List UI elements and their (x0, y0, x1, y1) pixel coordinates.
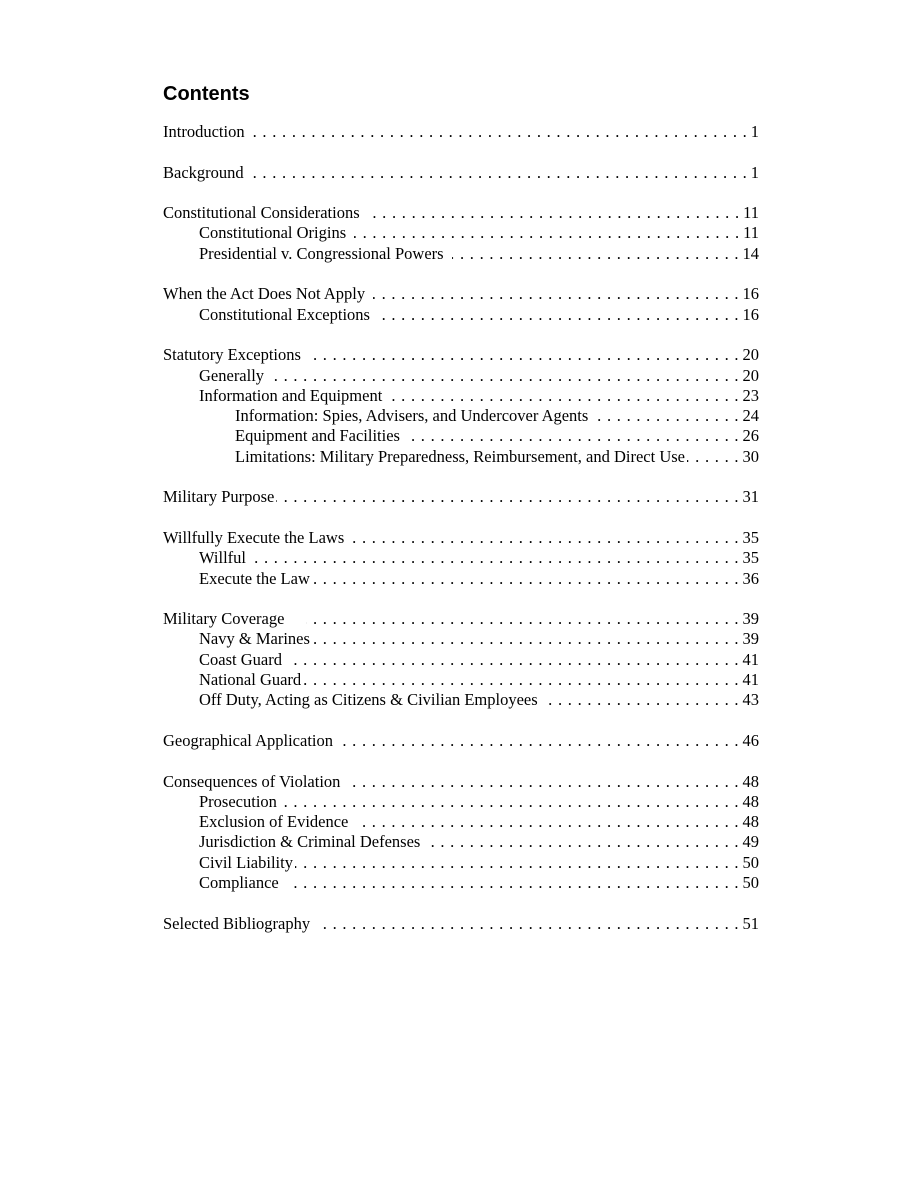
toc-entry-page-number: 1 (750, 162, 759, 182)
toc-entry-label: Background (163, 162, 244, 182)
toc-entry[interactable] (163, 853, 759, 873)
toc-entry[interactable] (163, 305, 759, 325)
toc-dot-leader (354, 223, 739, 243)
toc-group (163, 284, 759, 325)
toc-group (163, 609, 759, 710)
toc-group (163, 487, 759, 507)
toc-entry-label: Willfully Execute the Laws (163, 527, 345, 547)
toc-dot-leader (276, 487, 738, 507)
toc-entry-label: Statutory Exceptions (163, 345, 301, 365)
toc-entry-page-number: 35 (742, 548, 759, 568)
toc-dot-leader (312, 629, 739, 649)
toc-entry-page-number: 50 (742, 872, 759, 892)
toc-entry[interactable] (163, 203, 759, 223)
toc-entry-page-number: 24 (742, 406, 759, 426)
toc-entry-label: Constitutional Origins (199, 223, 347, 243)
toc-entry[interactable] (163, 609, 759, 629)
toc-entry-label: Off Duty, Acting as Citizens & Civilian Employees (199, 690, 538, 710)
toc-dot-leader (309, 345, 739, 365)
contents-page (163, 80, 759, 934)
toc-group (163, 528, 759, 589)
toc-entry-page-number: 20 (742, 345, 759, 365)
toc-entry[interactable] (163, 284, 759, 304)
toc-dot-leader (378, 305, 739, 325)
toc-group (163, 731, 759, 751)
toc-dot-leader (546, 690, 739, 710)
toc-entry[interactable] (163, 731, 759, 751)
toc-entry[interactable] (163, 345, 759, 365)
toc-entry[interactable] (163, 629, 759, 649)
toc-entry[interactable] (163, 914, 759, 934)
toc-entry-page-number: 36 (742, 568, 759, 588)
toc-entry-page-number: 23 (742, 385, 759, 405)
toc-entry-page-number: 48 (742, 771, 759, 791)
toc-entry-page-number: 11 (743, 223, 759, 243)
toc-entry[interactable] (163, 244, 759, 264)
toc-entry-label: Navy & Marines (199, 629, 310, 649)
toc-dot-leader (312, 569, 739, 589)
toc-entry-label: Equipment and Facilities (235, 426, 400, 446)
toc-entry[interactable] (163, 690, 759, 710)
toc-dot-leader (452, 244, 739, 264)
toc-entry[interactable] (163, 386, 759, 406)
toc-entry-page-number: 26 (742, 426, 759, 446)
toc-entry-page-number: 14 (742, 243, 759, 263)
toc-entry-page-number: 48 (742, 791, 759, 811)
toc-entry-label: Civil Liability (199, 852, 293, 872)
toc-entry[interactable] (163, 670, 759, 690)
toc-group (163, 122, 759, 142)
toc-entry-label: Willful (199, 548, 246, 568)
toc-entry[interactable] (163, 223, 759, 243)
toc-dot-leader (287, 873, 739, 893)
toc-dot-leader (373, 284, 738, 304)
toc-dot-leader (290, 650, 739, 670)
toc-entry[interactable] (163, 792, 759, 812)
toc-dot-leader (368, 203, 739, 223)
toc-entry-page-number: 16 (742, 284, 759, 304)
toc-entry[interactable] (163, 569, 759, 589)
toc-dot-leader (254, 548, 739, 568)
toc-entry[interactable] (163, 406, 759, 426)
toc-dot-leader (279, 792, 739, 812)
toc-dot-leader (352, 528, 738, 548)
toc-entry-page-number: 20 (742, 365, 759, 385)
toc-entry-page-number: 51 (742, 913, 759, 933)
toc-entry-page-number: 49 (742, 832, 759, 852)
toc-dot-leader (272, 366, 738, 386)
toc-dot-leader (341, 731, 739, 751)
toc-entry-label: Compliance (199, 872, 279, 892)
toc-entry-label: Consequences of Violation (163, 771, 341, 791)
toc-dot-leader (303, 670, 738, 690)
toc-group (163, 914, 759, 934)
toc-entry-label: Selected Bibliography (163, 913, 311, 933)
toc-entry-label: Introduction (163, 122, 245, 141)
toc-entry-label: Presidential v. Congressional Powers (199, 243, 444, 263)
toc-entry[interactable] (163, 812, 759, 832)
toc-dot-leader (318, 914, 738, 934)
toc-entry[interactable] (163, 366, 759, 386)
toc-entry[interactable] (163, 548, 759, 568)
toc-dot-leader (306, 609, 738, 629)
toc-entry-label: Coast Guard (199, 649, 282, 669)
toc-entry-page-number: 41 (742, 649, 759, 669)
toc-entry-label: When the Act Does Not Apply (163, 284, 366, 304)
toc-entry-label: Constitutional Exceptions (199, 304, 370, 324)
toc-entry-label: Military Purpose (163, 487, 275, 507)
toc-entry-label: Information and Equipment (199, 385, 383, 405)
toc-entry[interactable] (163, 163, 759, 183)
toc-dot-leader (390, 386, 738, 406)
toc-entry[interactable] (163, 487, 759, 507)
table-of-contents (163, 122, 759, 934)
toc-entry-page-number: 11 (743, 203, 759, 223)
toc-group (163, 163, 759, 183)
toc-entry[interactable] (163, 650, 759, 670)
toc-entry-label: National Guard (199, 670, 302, 690)
toc-dot-leader (253, 122, 747, 142)
toc-entry-page-number: 39 (742, 609, 759, 629)
toc-dot-leader (408, 426, 739, 446)
toc-entry[interactable] (163, 447, 759, 467)
toc-dot-leader (687, 447, 739, 467)
toc-entry-page-number: 43 (742, 690, 759, 710)
toc-entry-page-number: 39 (742, 629, 759, 649)
toc-dot-leader (295, 853, 739, 873)
toc-entry[interactable] (163, 528, 759, 548)
toc-entry-label: Generally (199, 365, 265, 385)
toc-entry-page-number: 35 (742, 527, 759, 547)
toc-group (163, 345, 759, 467)
toc-entry[interactable] (163, 832, 759, 852)
toc-dot-leader (348, 772, 738, 792)
toc-entry-page-number: 30 (742, 446, 759, 466)
toc-dot-leader (356, 812, 738, 832)
toc-entry-page-number: 31 (742, 487, 759, 507)
toc-entry[interactable] (163, 426, 759, 446)
toc-entry-label: Jurisdiction & Criminal Defenses (199, 832, 421, 852)
toc-entry[interactable] (163, 122, 759, 142)
toc-dot-leader (428, 832, 738, 852)
toc-entry-label: Information: Spies, Advisers, and Undercover Agents (235, 406, 589, 426)
toc-entry-label: Execute the Law (199, 568, 310, 588)
toc-entry-label: Military Coverage (163, 609, 285, 629)
toc-entry-page-number: 16 (742, 304, 759, 324)
toc-entry-page-number: 50 (742, 852, 759, 872)
toc-entry-page-number: 1 (750, 122, 759, 141)
toc-entry-label: Geographical Application (163, 730, 333, 750)
toc-entry-page-number: 41 (742, 670, 759, 690)
toc-entry[interactable] (163, 772, 759, 792)
toc-entry-page-number: 48 (742, 812, 759, 832)
toc-entry-label: Exclusion of Evidence (199, 812, 349, 832)
toc-group (163, 203, 759, 264)
toc-group (163, 772, 759, 894)
toc-entry[interactable] (163, 873, 759, 893)
toc-entry-page-number: 46 (742, 730, 759, 750)
toc-dot-leader (252, 163, 747, 183)
toc-entry-label: Prosecution (199, 791, 277, 811)
page-title: Contents (163, 83, 250, 105)
toc-entry-label: Constitutional Considerations (163, 203, 360, 223)
toc-entry-label: Limitations: Military Preparedness, Reimbursement, and Direct Use (235, 446, 685, 466)
toc-dot-leader (596, 406, 738, 426)
